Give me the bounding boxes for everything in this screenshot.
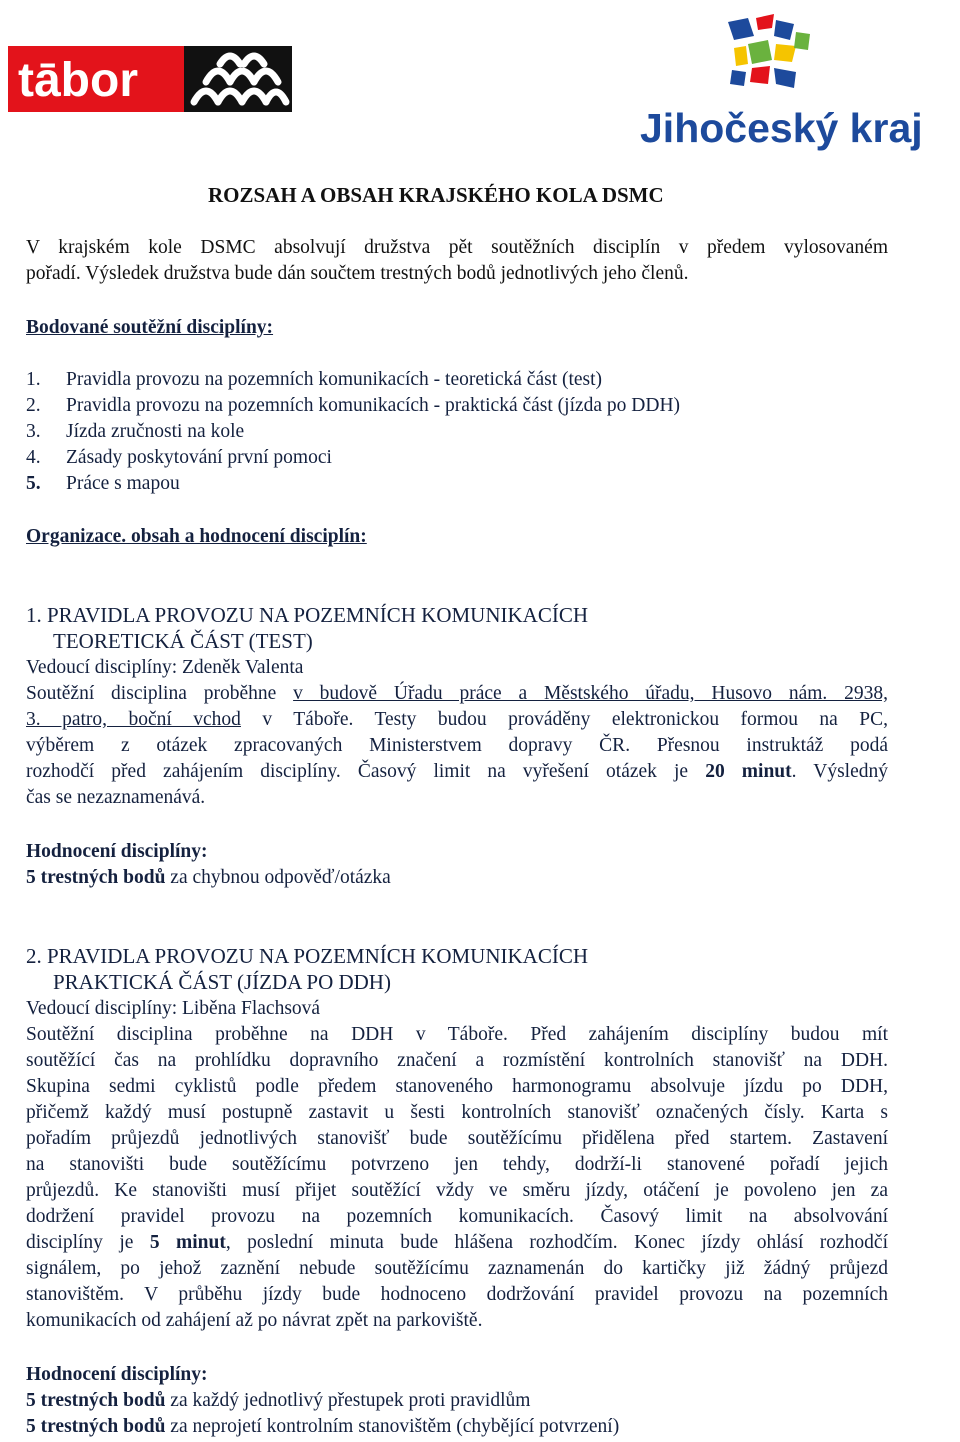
section2-text-line: disciplíny je 5 minut, poslední minuta bude hlášena rozhodčím. Konec jízdy ohlásí rozhodčí: [26, 1232, 888, 1253]
discipline-item: 4. Zásady poskytování první pomoci: [26, 447, 332, 468]
section2-heading-line2: PRAKTICKÁ ČÁST (JÍZDA PO DDH): [53, 970, 391, 994]
section2-text-line: přičemž každý musí postupně zastavit u šesti kontrolních stanovišť označených čísly. Karta s: [26, 1102, 888, 1123]
section2-text-line: dodržení pravidel provozu na pozemních komunikacích. Časový limit na absolvování: [26, 1206, 888, 1227]
venue-link: v budově Úřadu práce a Městského úřadu, Husovo nám. 2938,: [293, 683, 888, 704]
venue-link-cont: 3. patro, boční vchod: [26, 709, 241, 730]
section1-text-line: Soutěžní disciplina proběhne v budově Úřadu práce a Městského úřadu, Husovo nám. 2938,: [26, 683, 888, 704]
section2-scoring-line: 5 trestných bodů za každý jednotlivý přestupek proti pravidlům: [26, 1390, 531, 1411]
tabor-logo-text: tābor: [18, 54, 138, 107]
section1-text-line: čas se nezaznamenává.: [26, 787, 206, 808]
discipline-item: 2. Pravidla provozu na pozemních komunikacích - praktická část (jízda po DDH): [26, 395, 681, 416]
section2-text-line: Soutěžní disciplina proběhne na DDH v Táboře. Před zahájením disciplíny budou mít: [26, 1024, 888, 1045]
discipline-item: 3. Jízda zručnosti na kole: [26, 421, 245, 442]
discipline-item: 5. Práce s mapou: [26, 473, 180, 494]
section1-heading-line1: 1. PRAVIDLA PROVOZU NA POZEMNÍCH KOMUNIKACÍCH: [26, 603, 588, 627]
section1-leader: Vedoucí disciplíny: Zdeněk Valenta: [26, 657, 304, 678]
section1-text-line: rozhodčí před zahájením disciplíny. Časový limit na vyřešení otázek je 20 minut. Výsledný: [26, 761, 888, 782]
intro-line-2: pořadí. Výsledek družstva bude dán součtem trestných bodů jednotlivých jeho členů.: [26, 263, 689, 284]
page-title: ROZSAH A OBSAH KRAJSKÉHO KOLA DSMC: [208, 183, 664, 207]
section2-text-line: soutěžící čas na prohlídku dopravního značení a rozmístění kontrolních stanovišť na DDH.: [26, 1050, 888, 1071]
section1-scoring-line: 5 trestných bodů za chybnou odpověď/otázka: [26, 867, 391, 888]
section1-text-line: 3. patro, boční vchod v Táboře. Testy budou prováděny elektronickou formou na PC,: [26, 709, 888, 730]
section2-scoring-line: 5 trestných bodů za neprojetí kontrolním stanovištěm (chybějící potvrzení): [26, 1416, 620, 1437]
jihocesky-kraj-logo: [638, 14, 953, 156]
section1-heading-line2: TEORETICKÁ ČÁST (TEST): [53, 629, 313, 653]
tabor-logo: [8, 46, 292, 112]
section2-text-line: komunikacích od zahájení až po návrat zpět na parkoviště.: [26, 1310, 483, 1331]
section1-scoring-heading: Hodnocení disciplíny:: [26, 841, 208, 862]
section2-text-line: signálem, po jehož zaznění nebude soutěžícímu zaznamenán do kartičky již žádný průjezd: [26, 1258, 888, 1279]
section2-text-line: Skupina sedmi cyklistů podle předem stanoveného harmonogramu absolvuje jízdu po DDH,: [26, 1076, 888, 1097]
section2-leader: Vedoucí disciplíny: Liběna Flachsová: [26, 998, 321, 1019]
disciplines-heading: Bodované soutěžní disciplíny:: [26, 317, 274, 338]
section2-text-line: stanovištěm. V průběhu jízdy bude hodnoceno dodržování pravidel provozu na pozemních: [26, 1284, 888, 1305]
discipline-item: 1. Pravidla provozu na pozemních komunikacích - teoretická část (test): [26, 369, 603, 390]
section2-heading-line1: 2. PRAVIDLA PROVOZU NA POZEMNÍCH KOMUNIKACÍCH: [26, 944, 588, 968]
section1-text-line: výběrem z otázek zpracovaných Ministerstvem dopravy ČR. Přesnou instruktáž podá: [26, 735, 888, 756]
organization-heading: Organizace. obsah a hodnocení disciplín:: [26, 526, 367, 547]
section2-text-line: pořadím průjezdů jednotlivých stanovišť bude soutěžícímu přidělena před startem. Zastavení: [26, 1128, 888, 1149]
section2-text-line: na stanovišti bude soutěžícímu potvrzeno jen tehdy, dodrží-li stanovené pořadí jejich: [26, 1154, 888, 1175]
section2-text-line: průjezdů. Ke stanovišti musí přijet soutěžící vždy ve směru jízdy, otáčení je povoleno jen za: [26, 1180, 888, 1201]
jihocesky-kraj-logo-text: Jihočeský kraj: [640, 105, 923, 151]
section2-scoring-heading: Hodnocení disciplíny:: [26, 1364, 208, 1385]
intro-line-1: V krajském kole DSMC absolvují družstva pět soutěžních disciplín v předem vylosovaném: [26, 237, 888, 258]
